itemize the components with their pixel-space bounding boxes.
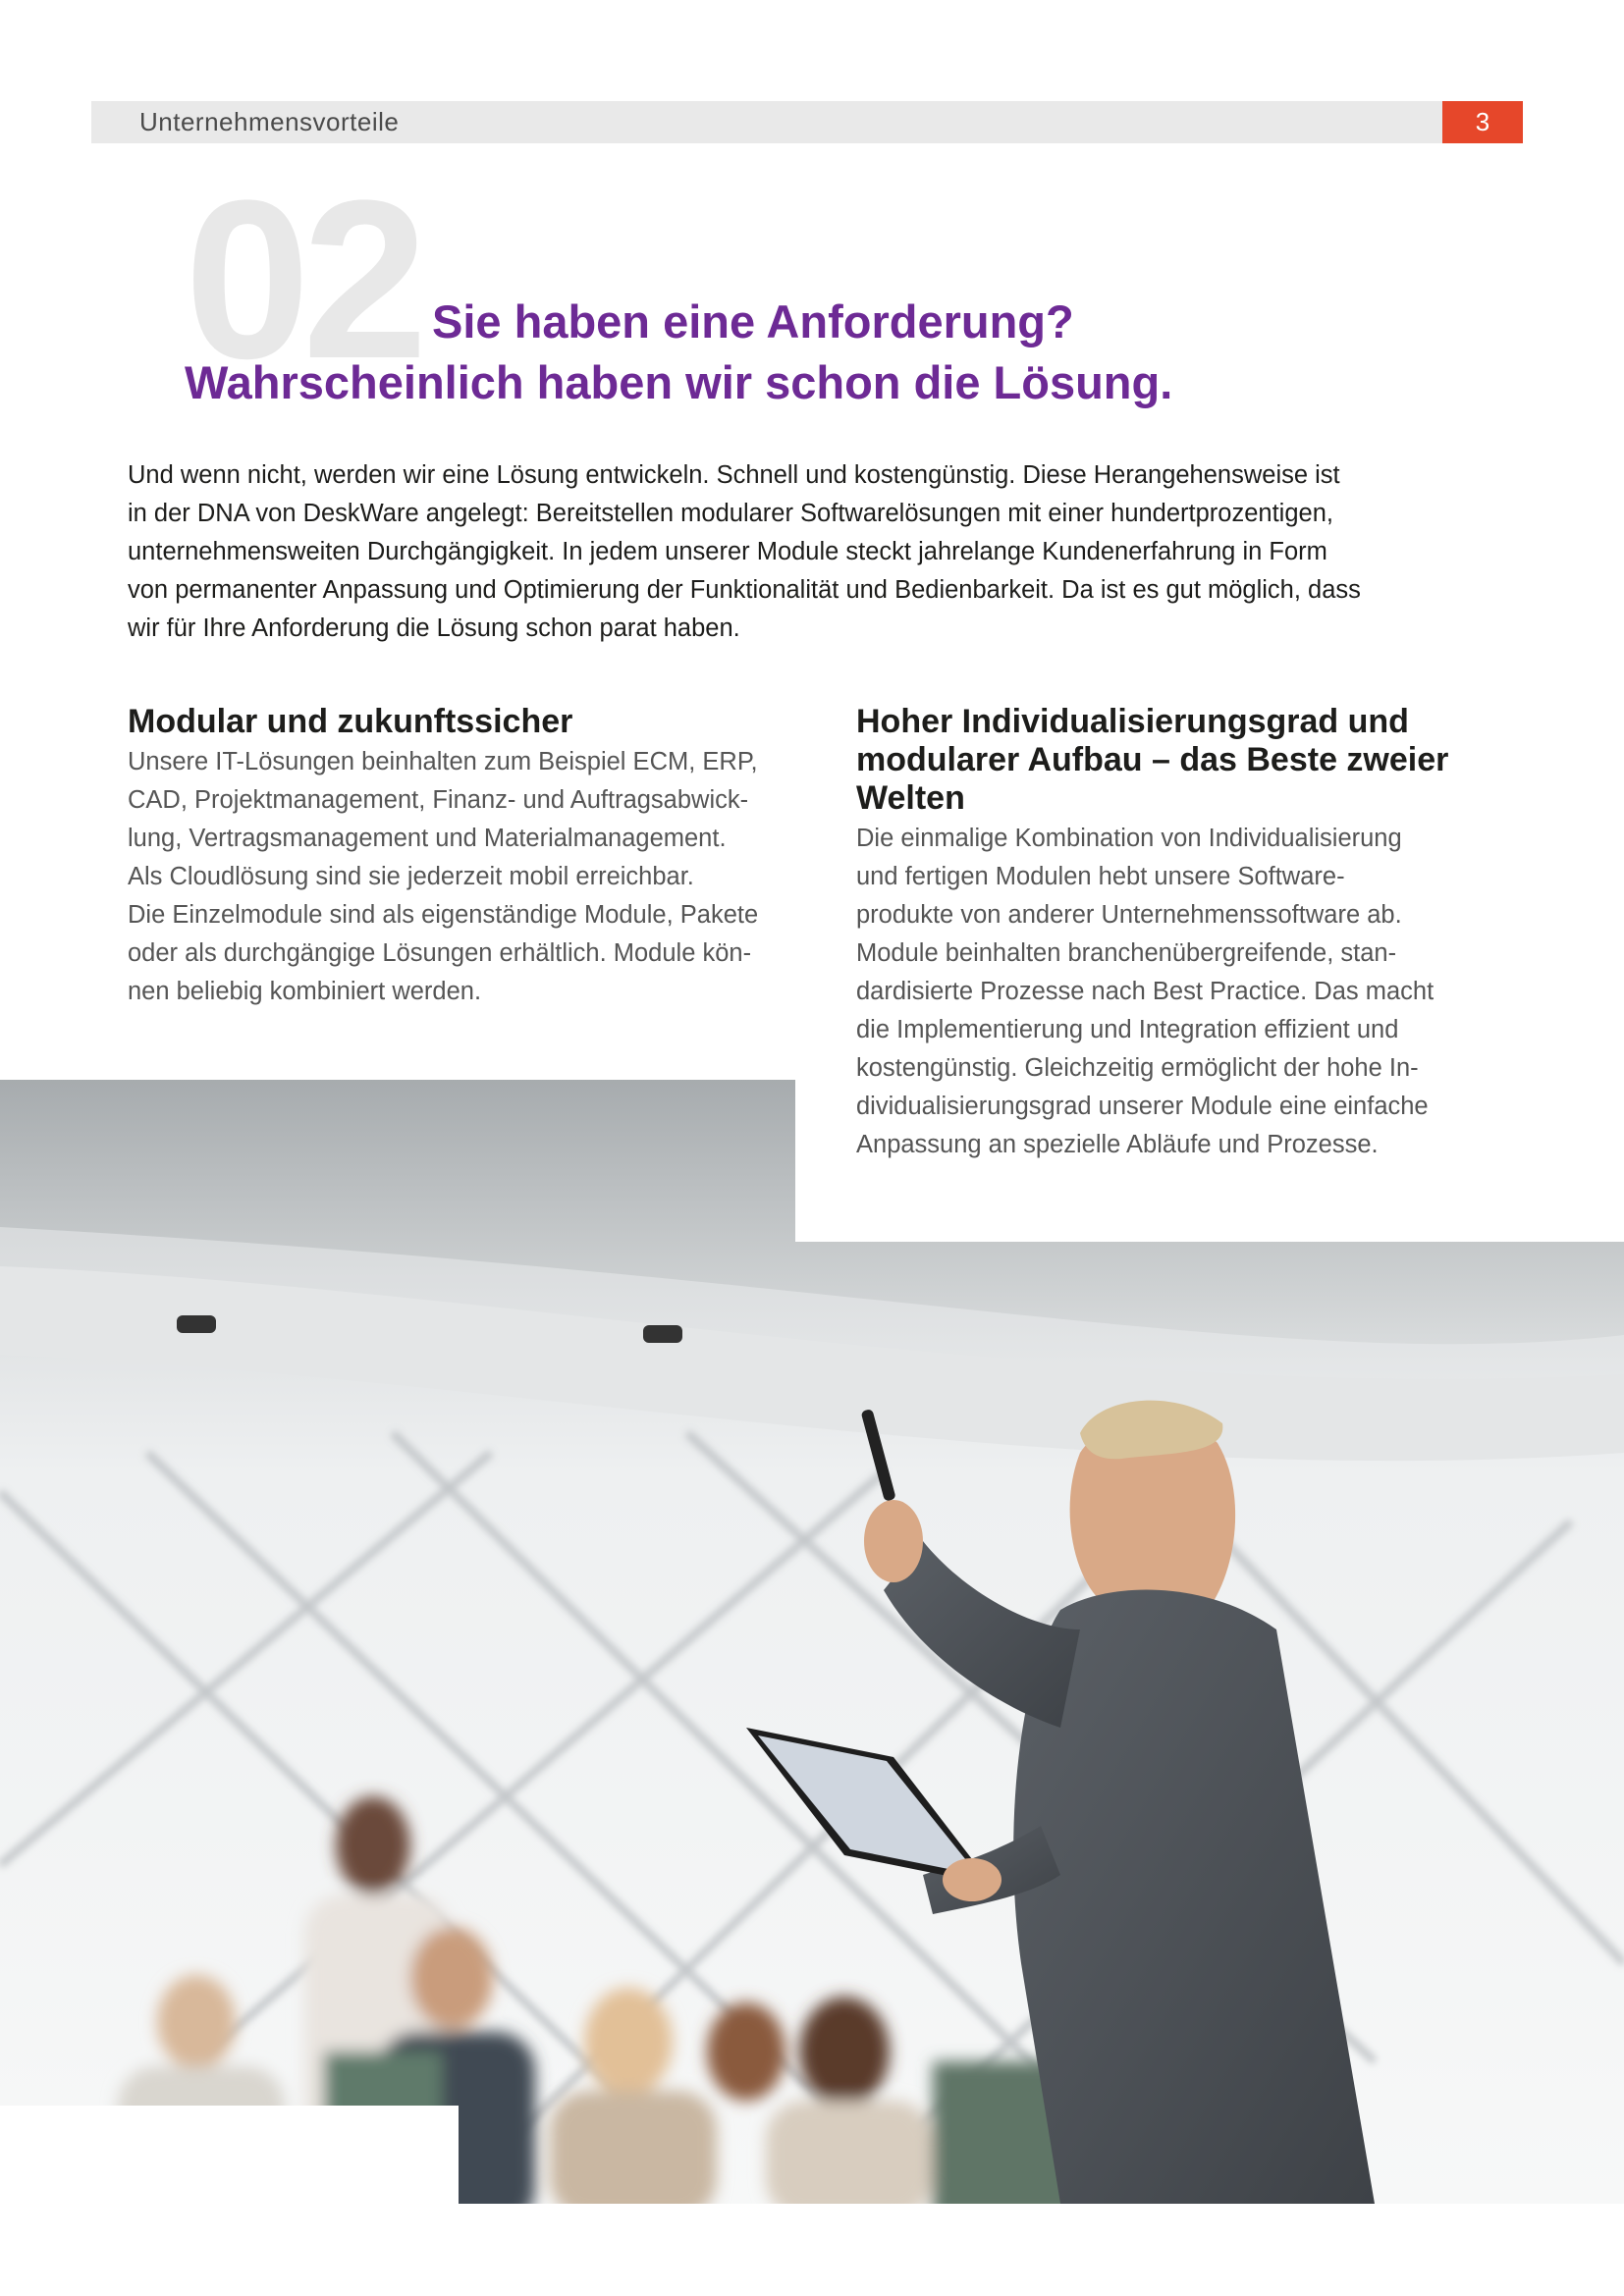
text-line: dardisierte Prozesse nach Best Practice. Das macht (856, 978, 1435, 1005)
intro-line: unternehmensweiten Durchgängigkeit. In jedem unserer Module steckt jahrelange Kundenerfahrung in Form (128, 538, 1327, 565)
text-line: Anpassung an spezielle Abläufe und Prozesse. (856, 1131, 1379, 1158)
text-line: und fertigen Modulen hebt unsere Software- (856, 863, 1345, 890)
title-line: Welten (856, 779, 965, 817)
left-column-text (128, 743, 758, 1011)
headline-line-1: Sie haben eine Anforderung? (432, 295, 1074, 347)
page-number: 3 (1442, 101, 1523, 143)
text-line: Die Einzelmodule sind als eigenständige Module, Pakete (128, 901, 759, 929)
intro-line: Und wenn nicht, werden wir eine Lösung entwickeln. Schnell und kostengünstig. Diese Herangehensweise ist (128, 461, 1340, 489)
intro-line: in der DNA von DeskWare angelegt: Bereitstellen modularer Softwarelösungen mit einer hundertprozentigen, (128, 500, 1333, 527)
right-column-text (856, 820, 1434, 1164)
text-line: dividualisierungsgrad unserer Module eine einfache (856, 1093, 1429, 1120)
left-column-title: Modular und zukunftssicher (128, 703, 573, 740)
text-line: Unsere IT-Lösungen beinhalten zum Beispiel ECM, ERP, (128, 748, 758, 775)
section-label: Unternehmensvorteile (139, 107, 400, 136)
text-line: kostengünstig. Gleichzeitig ermöglicht der hohe In- (856, 1054, 1419, 1082)
title-line: Hoher Individualisierungsgrad und (856, 703, 1409, 740)
text-line: nen beliebig kombiniert werden. (128, 978, 482, 1005)
text-line: Die einmalige Kombination von Individualisierung (856, 825, 1402, 852)
intro-paragraph (128, 456, 1492, 648)
text-line: die Implementierung und Integration effizient und (856, 1016, 1399, 1043)
text-line: produkte von anderer Unternehmenssoftware ab. (856, 901, 1402, 929)
text-line: Als Cloudlösung sind sie jederzeit mobil erreichbar. (128, 863, 694, 890)
intro-line: von permanenter Anpassung und Optimierung der Funktionalität und Bedienbarkeit. Da ist es gut möglich, dass (128, 576, 1361, 604)
text-line: oder als durchgängige Lösungen erhältlich. Module kön- (128, 939, 752, 967)
headline-line-2: Wahrscheinlich haben wir schon die Lösung. (185, 356, 1173, 408)
text-line: Module beinhalten branchenübergreifende, stan- (856, 939, 1397, 967)
intro-line: wir für Ihre Anforderung die Lösung schon parat haben. (128, 614, 740, 642)
right-column-title (856, 703, 1448, 818)
text-line: CAD, Projektmanagement, Finanz- und Auftragsabwick- (128, 786, 749, 814)
title-line: modularer Aufbau – das Beste zweier (856, 741, 1449, 778)
text-line: lung, Vertragsmanagement und Materialmanagement. (128, 825, 727, 852)
presentation-photo (0, 1080, 1624, 2204)
section-number: 02 (185, 153, 420, 405)
